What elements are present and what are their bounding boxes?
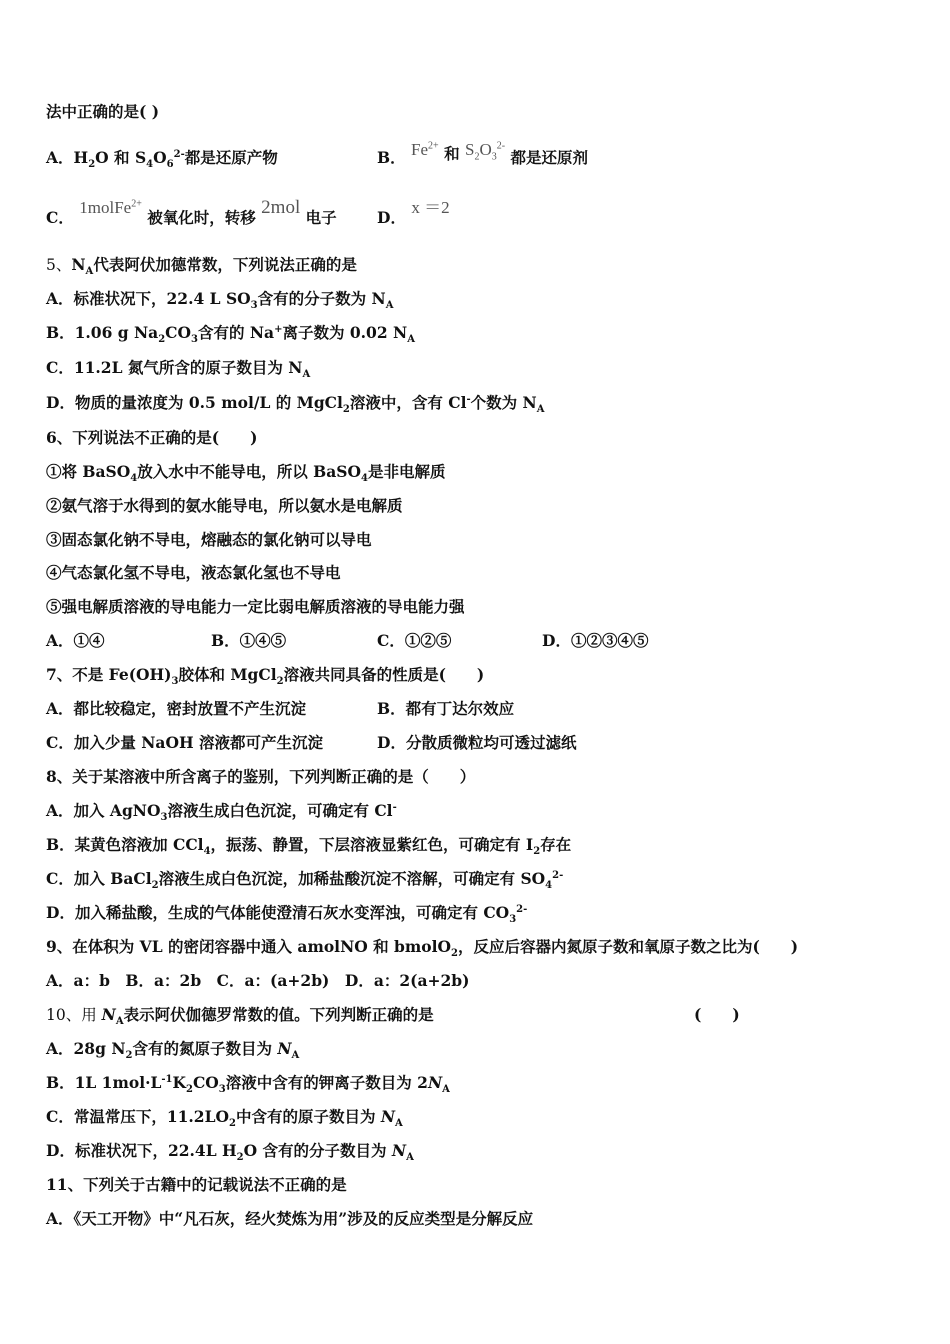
q6-option-b: B．①④⑤ bbox=[211, 631, 287, 650]
q6-option-c: C．①②⑤ bbox=[377, 631, 452, 650]
q5-stem: 5、$N_A$代表阿伏加德常数，下列说法正确的是 bbox=[46, 255, 357, 278]
q9-stem: 9、在体积为 VL 的密闭容器中通入 amolNO 和 bmolO$_2$，反应后容器内氮原子数和氧原子数之比为( ) bbox=[46, 937, 799, 960]
q8-option-d: D．加入稀盐酸，生成的气体能使澄清石灰水变浑浊，可确定有 $CO_3^{2-}$ bbox=[46, 903, 528, 926]
q6-stem: 6、下列说法不正确的是( ) bbox=[46, 428, 258, 447]
q5-option-a: A．标准状况下，22.4 L $SO_3$含有的分子数为 $N_A$ bbox=[46, 289, 394, 312]
q5-option-d: D．物质的量浓度为 0.5 mol/L 的 MgCl$_2$溶液中，含有 Cl-个数为 $N_A$ bbox=[46, 393, 545, 416]
q4-formula-x: x ＝2 bbox=[411, 198, 450, 217]
q6-statement-3: ③固态氯化钠不导电，熔融态的氯化钠可以导电 bbox=[46, 530, 372, 549]
q7-stem: 7、不是 $Fe(OH)_3$胶体和 MgCl$_2$溶液共同具备的性质是( ) bbox=[46, 665, 485, 688]
q8-option-b: B．某黄色溶液加 CCl$_4$，振荡、静置，下层溶液显紫红色，可确定有 $I_2$存在 bbox=[46, 835, 572, 858]
q6-option-d: D．①②③④⑤ bbox=[542, 631, 649, 650]
q7-option-c: C．加入少量 NaOH 溶液都可产生沉淀 bbox=[46, 733, 323, 752]
q7-option-b: B．都有丁达尔效应 bbox=[377, 699, 515, 718]
q4-formula-2mol: 2mol bbox=[261, 197, 301, 218]
q5-option-c: C．11.2L 氮气所含的原子数目为 $N_A$ bbox=[46, 358, 311, 381]
q4-formula-s2o3: $S_2O_3^{2-}$ bbox=[464, 140, 506, 163]
q10-option-d: D．标准状况下，22.4L $H_2O$ 含有的分子数目为 $N_A$ bbox=[46, 1141, 414, 1164]
q10-stem: 10、用 $N_A$表示阿伏伽德罗常数的值。下列判断正确的是 bbox=[46, 1005, 434, 1028]
q4-option-a: A．$H_2O$ 和 $S_4O_6^{2-}$都是还原产物 bbox=[46, 148, 278, 171]
q10-option-c: C．常温常压下，$11.2LO_2$中含有的原子数目为 $N_A$ bbox=[46, 1107, 403, 1130]
q6-statement-2: ②氨气溶于水得到的氨水能导电，所以氨水是电解质 bbox=[46, 496, 403, 515]
q4-option-b: B． $Fe^{2+}$ 和 $S_2O_3^{2-}$ 都是还原剂 bbox=[377, 140, 588, 167]
q4-formula-1molfe: 1molFe$^{2+}$ bbox=[79, 198, 142, 217]
q4-formula-fe: $Fe^{2+}$ bbox=[411, 140, 439, 159]
q8-stem: 8、关于某溶液中所含离子的鉴别，下列判断正确的是（ ） bbox=[46, 767, 476, 786]
q7-option-d: D．分散质微粒均可透过滤纸 bbox=[377, 733, 577, 752]
q4-option-d: D． x ＝2 bbox=[377, 198, 450, 227]
q4-option-c: C． 1molFe$^{2+}$ 被氧化时，转移 2mol 电子 bbox=[46, 197, 337, 227]
q6-statement-4: ④气态氯化氢不导电，液态氯化氢也不导电 bbox=[46, 563, 341, 582]
q4-stem-tail: 法中正确的是( ) bbox=[46, 102, 160, 121]
q10-option-b: B．1L $1mol\cdot L^{-1}K_2CO_3$溶液中含有的钾离子数目为 $2N_A$ bbox=[46, 1073, 450, 1096]
q11-option-a: A．《天工开物》中“凡石灰，经火焚炼为用”涉及的反应类型是分解反应 bbox=[46, 1209, 534, 1228]
q5-option-b: B．1.06 g $Na_2CO_3$含有的 Na+离子数为 0.02 $N_A$ bbox=[46, 323, 415, 346]
q8-option-c: C．加入 BaCl$_2$溶液生成白色沉淀，加稀盐酸沉淀不溶解，可确定有 $SO_4^{2-}$ bbox=[46, 869, 564, 892]
q11-stem: 11、下列关于古籍中的记载说法不正确的是 bbox=[46, 1175, 347, 1194]
q7-option-a: A．都比较稳定，密封放置不产生沉淀 bbox=[46, 699, 307, 718]
q8-option-a: A．加入 AgNO$_3$溶液生成白色沉淀，可确定有 Cl- bbox=[46, 801, 397, 824]
q6-statement-1: ①将 BaSO$_4$放入水中不能导电，所以 BaSO$_4$是非电解质 bbox=[46, 462, 446, 485]
q9-options: A．a：b B．a：2b C．a：(a+2b) D．a：2(a+2b) bbox=[46, 971, 470, 990]
q10-answer-paren: ( ) bbox=[694, 1005, 740, 1024]
q10-option-a: A．28g $N_2$含有的氮原子数目为 $N_A$ bbox=[46, 1039, 300, 1062]
q6-statement-5: ⑤强电解质溶液的导电能力一定比弱电解质溶液的导电能力强 bbox=[46, 597, 465, 616]
q6-option-a: A．①④ bbox=[46, 631, 105, 650]
